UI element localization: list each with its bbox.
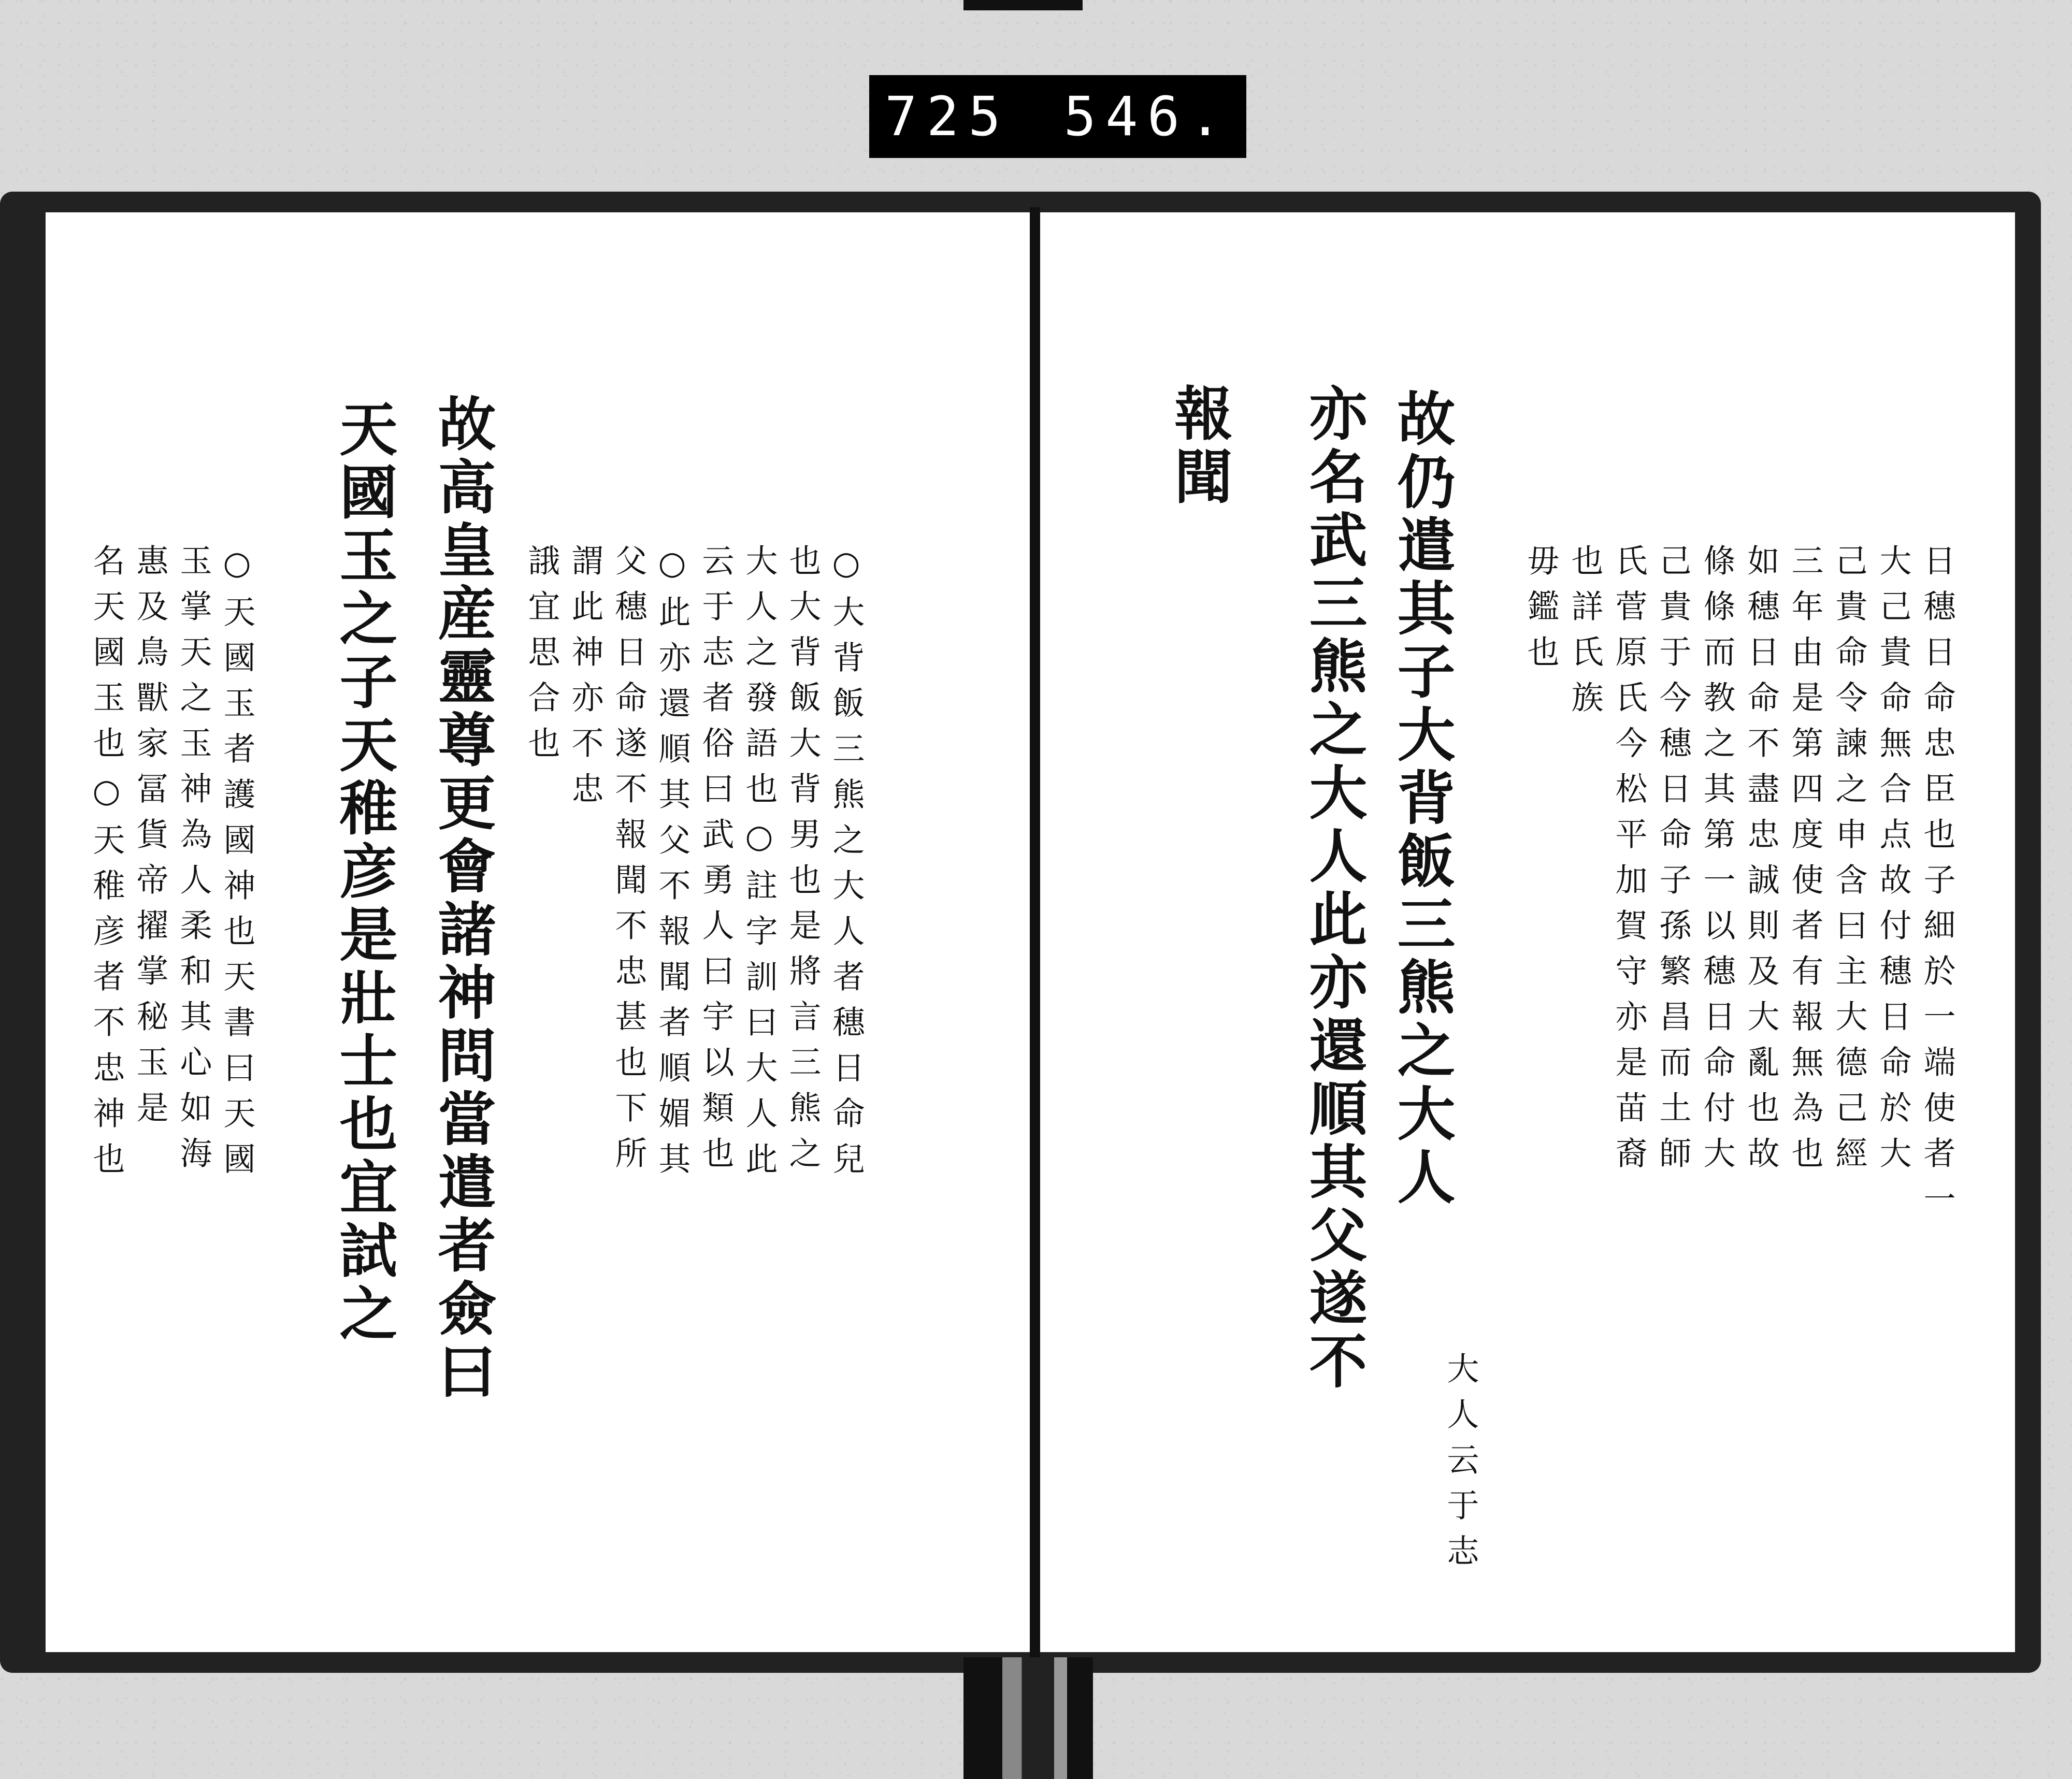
left-main-line-1: 故高皇産靈尊更會諸神問當遣者僉曰 — [428, 394, 496, 1405]
left-note-9: ○天國玉者護國神也天書曰天國 — [218, 544, 256, 1188]
left-note-5: 云于志者俗曰武勇人曰宇以類也 — [697, 544, 735, 1182]
right-note-10: 毋鑑也 — [1522, 544, 1560, 681]
call-number-plate — [869, 75, 1246, 158]
right-main-line-1: 故仍遣其子大背飯三熊之大人 — [1388, 388, 1456, 1210]
right-page — [1040, 212, 2015, 1652]
right-note-4: 三年由是第四度使者有報無為也 — [1786, 544, 1824, 1182]
right-note-6: 條條而教之其第一以穗日命付大 — [1698, 544, 1736, 1182]
call-number-right: 546. — [1063, 85, 1231, 148]
left-note-8: ○大背飯三熊之大人者穗日命兒 — [827, 544, 865, 1188]
left-note-12: 名天國玉也○天稚彦者不忠神也 — [88, 544, 125, 1188]
left-note-7: 也大背飯大背男也是將言三熊之 — [784, 544, 822, 1182]
left-note-1: 誐宜思合也 — [523, 544, 560, 772]
spine-bottom-edge — [963, 1657, 1093, 1779]
call-number-left: 725 — [885, 85, 1010, 148]
left-note-2: 謂此神亦不忠 — [566, 544, 604, 817]
right-note-3: 己貴命令諫之申含曰主大德己經 — [1830, 544, 1868, 1182]
left-page — [46, 212, 1030, 1652]
left-note-6: 大人之發語也○註字訓曰大人此 — [740, 544, 778, 1188]
right-main-line-2: 亦名武三熊之大人此亦還順其父遂不 — [1300, 383, 1368, 1394]
right-inline-note: 大人云于志 — [1442, 1352, 1479, 1580]
right-note-5: 如穗日命不盡忠誠則及大亂也故 — [1742, 544, 1780, 1182]
right-note-7: 己貴于今穗日命子孫繁昌而土師 — [1654, 544, 1692, 1182]
left-note-10: 玉掌天之玉神為人柔和其心如海 — [175, 544, 212, 1182]
book-gutter — [1030, 207, 1040, 1657]
right-main-line-3: 報聞 — [1165, 383, 1233, 510]
right-note-2: 大己貴命無合点故付穗日命於大 — [1874, 544, 1912, 1182]
left-main-line-2: 天國玉之子天稚彦是壯士也宜試之 — [330, 399, 398, 1347]
right-note-8: 氏菅原氏今松平加賀守亦是苗裔 — [1610, 544, 1648, 1182]
right-note-1: 日穗日命忠臣也子細於一端使者一 — [1918, 544, 1956, 1227]
right-note-9: 也詳氏族 — [1566, 544, 1604, 726]
left-note-4: ○此亦還順其父不報聞者順媚其 — [653, 544, 691, 1188]
left-note-11: 惠及鳥獸家冨貨帝擢掌秘玉是 — [131, 544, 169, 1136]
left-note-3: 父穗日命遂不報聞不忠甚也下所 — [610, 544, 648, 1182]
spine-top-edge — [963, 0, 1083, 10]
